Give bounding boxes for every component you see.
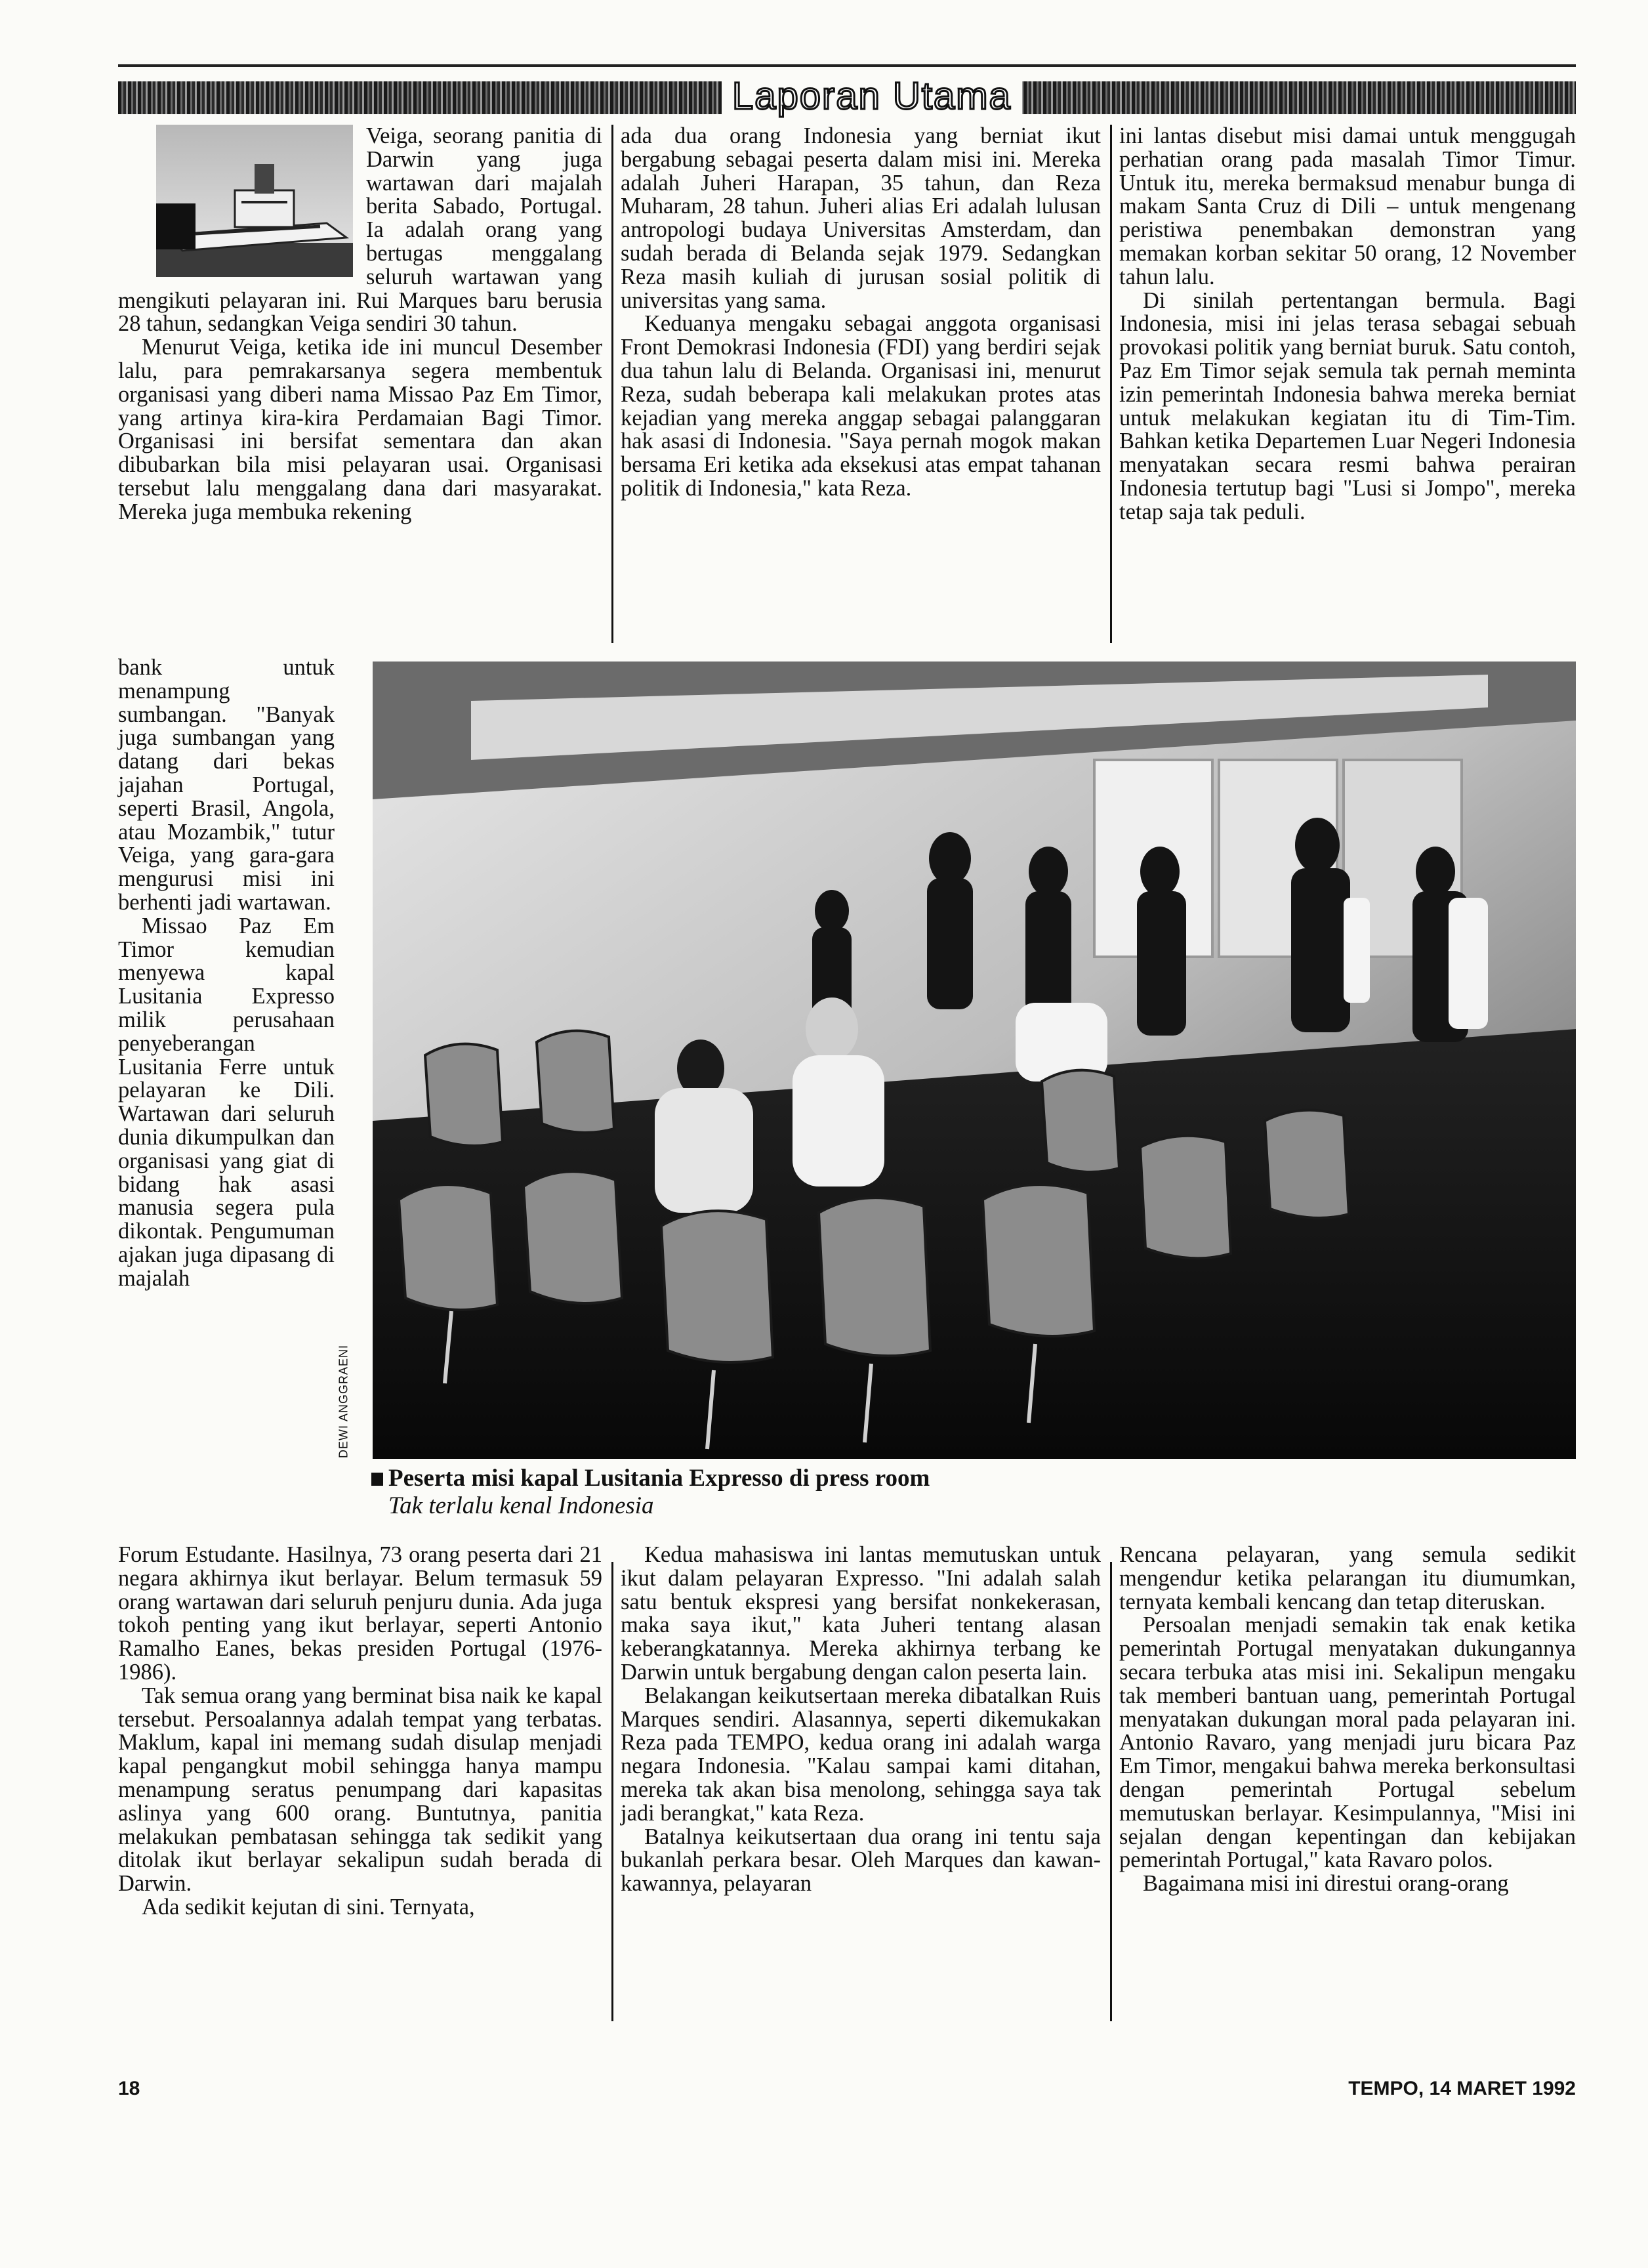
column-rule — [611, 1562, 613, 2021]
column-rule — [1110, 1562, 1112, 2021]
paragraph: Tak semua orang yang berminat bisa naik ke kapal tersebut. Persoalannya adalah tempat yang terbatas. Maklum, kapal ini memang sudah disulap menjadi kapal pengangkut mobil sehingga hanya mampu menampung seratus penumpang dari kapasitas aslinya yang 600 orang. Buntutnya, panitia melakukan pembatasan sehingga tak sedikit yang ditolak ikut berlayar sekalipun sudah berada di Darwin. — [118, 1683, 602, 1897]
photo-caption — [388, 1465, 1176, 1520]
column-2-bottom — [621, 1544, 1101, 1896]
paragraph: Keduanya mengaku sebagai anggota organisasi Front Demokrasi Indonesia (FDI) yang berdiri sejak dua tahun lalu di Belanda. Organisasi ini, menurut Reza, sudah beberapa kali melakukan protes atas kejadian yang mereka anggap sebagai palanggaran hak asasi di Indonesia. "Saya pernah mogok makan bersama Eri ketika ada eksekusi atas empat tahanan politik di Indonesia," kata Reza. — [621, 311, 1101, 501]
paragraph: Di sinilah pertentangan bermula. Bagi Indonesia, misi ini jelas terasa sebagai sebuah provokasi politik yang berniat buruk. Satu contoh, Paz Em Timor sejak semula tak pernah meminta izin pemerintah Indonesia bahwa mereka berniat untuk melakukan kegiatan itu di Tim-Tim. Bahkan ketika Departemen Luar Negeri Indonesia menyatakan secara resmi bahwa perairan Indonesia tertutup bagi "Lusi si Jompo", mereka tetap saja tak peduli. — [1119, 287, 1576, 524]
column-3-bottom — [1119, 1544, 1576, 1896]
paragraph: Persoalan menjadi semakin tak enak ketika pemerintah Portugal menyatakan dukungannya secara terbuka atas misi ini. Sekalipun mengaku tak memberi bantuan uang, pemerintah Portugal menyatakan dukungan moral pada pelayaran ini. Antonio Ravaro, yang menjadi juru bicara Paz Em Timor, mengakui bahwa mereka berkonsultasi dengan pemerintah Portugal sebelum memutuskan berlayar. Kesimpulannya, "Misi ini sejalan dengan kepentingan dan kebijakan pemerintah Portugal," kata Ravaro polos. — [1119, 1612, 1576, 1873]
column-1-narrow — [118, 656, 335, 1291]
paragraph: Belakangan keikutsertaan mereka dibatalkan Ruis Marques sendiri. Alasannya, seperti dikemukakan Reza pada TEMPO, kedua orang ini adalah warga negara Indonesia. "Kalau sampai kami ditahan, mereka tak akan bisa menolong, sehingga saya tak jadi berangkat," kata Reza. — [621, 1683, 1101, 1826]
paragraph: Rencana pelayaran, yang semula sedikit mengendur ketika pelarangan itu diumumkan, ternyata kembali kencang dan tetap diteruskan. — [1119, 1542, 1576, 1614]
column-rule — [1110, 125, 1112, 643]
paragraph: Ada sedikit kejutan di sini. Ternyata, — [142, 1894, 475, 1920]
column-1-bottom — [118, 1544, 602, 1920]
paragraph: Forum Estudante. Hasilnya, 73 orang peserta dari 21 negara akhirnya ikut berlayar. Belum termasuk 59 orang wartawan dari seluruh penjuru dunia. Ada juga tokoh penting yang ikut berlayar, seperti Antonio Ramalho Eanes, bekas presiden Portugal (1976-1986). — [118, 1542, 602, 1685]
photo-credit — [331, 1345, 360, 1470]
paragraph: Menurut Veiga, ketika ide ini muncul Desember lalu, para pemrakarsanya segera membentuk organisasi yang diberi nama Missao Paz Em Timor, yang artinya kira-kira Perdamaian Bagi Timor. Organisasi ini bersifat sementara dan akan dibubarkan bila misi pelayaran usai. Organisasi tersebut lalu menggalang dana dari masyarakat. Mereka juga membuka rekening — [118, 335, 602, 524]
paragraph: ini lantas disebut misi damai untuk menggugah perhatian orang pada masalah Timor Timur. Untuk itu, mereka bermaksud menabur bunga di makam Santa Cruz di Dili – untuk mengenang peristiwa penembakan demonstran yang memakan korban sekitar 50 orang, 12 November tahun lalu. — [1119, 123, 1576, 289]
section-title: Laporan Utama — [722, 74, 1022, 119]
column-3-top — [1119, 125, 1576, 524]
paragraph: Kedua mahasiswa ini lantas memutuskan untuk ikut dalam pelayaran Expresso. "Ini adalah salah satu bentuk ekspresi yang bersifat nonkekerasan, maka saya ikut," kata Juheri tentang alasan keberangkatannya. Mereka akhirnya terbang ke Darwin untuk bergabung dengan calon peserta lain. — [621, 1542, 1101, 1685]
paragraph: Missao Paz Em Timor kemudian menyewa kapal Lusitania Expresso milik perusahaan penyeberangan Lusitania Ferre untuk pelayaran ke Dili. Wartawan dari seluruh dunia dikumpulkan dan organisasi yang giat di bidang hak asasi manusia segera pula dikontak. Pengumuman ajakan juga dipasang di majalah — [118, 913, 335, 1291]
press-room-illustration — [373, 662, 1576, 1459]
paragraph: Batalnya keikutsertaan dua orang ini tentu saja bukanlah perkara besar. Oleh Marques dan kawan-kawannya, pelayaran — [621, 1824, 1101, 1897]
caption-line-1: Peserta misi kapal Lusitania Expresso di press room — [388, 1465, 930, 1492]
caption-bullet — [371, 1473, 383, 1486]
paragraph: Veiga, seorang panitia di Darwin yang juga wartawan dari majalah berita Sabado, Portugal. Ia adalah orang yang bertugas menggalang seluruh wartawan yang mengikuti pelayaran ini. Rui Marques baru berusia 28 tahun, sedangkan Veiga sendiri 30 tahun. — [118, 123, 602, 337]
column-2-top — [621, 125, 1101, 501]
page-number: 18 — [118, 2078, 140, 2099]
header-rule — [118, 64, 1576, 67]
column-rule — [611, 125, 613, 643]
paragraph: ada dua orang Indonesia yang berniat ikut bergabung sebagai peserta dalam misi ini. Mereka adalah Juheri Harapan, 35 tahun, dan Reza Muharam, 28 tahun. Juheri alias Eri adalah lulusan antropologi budaya Universitas Amsterdam, dan sudah berada di Belanda sejak 1979. Sedangkan Reza masih kuliah di jurusan sosial politik di universitas yang sama. — [621, 123, 1101, 313]
paragraph: Bagaimana misi ini direstui orang-orang — [1143, 1871, 1509, 1897]
column-1-top — [118, 125, 602, 524]
magazine-date: TEMPO, 14 MARET 1992 — [1348, 2078, 1576, 2099]
press-room-photo — [373, 662, 1576, 1459]
caption-line-2: Tak terlalu kenal Indonesia — [388, 1492, 654, 1519]
paragraph: bank untuk menampung sumbangan. "Banyak juga sumbangan yang datang dari bekas jajahan Portugal, seperti Brasil, Angola, atau Mozambik," tutur Veiga, yang gara-gara mengurusi misi ini berhenti jadi wartawan. — [118, 655, 335, 915]
photo-credit-text: DEWI ANGGRAENI — [337, 1344, 350, 1459]
